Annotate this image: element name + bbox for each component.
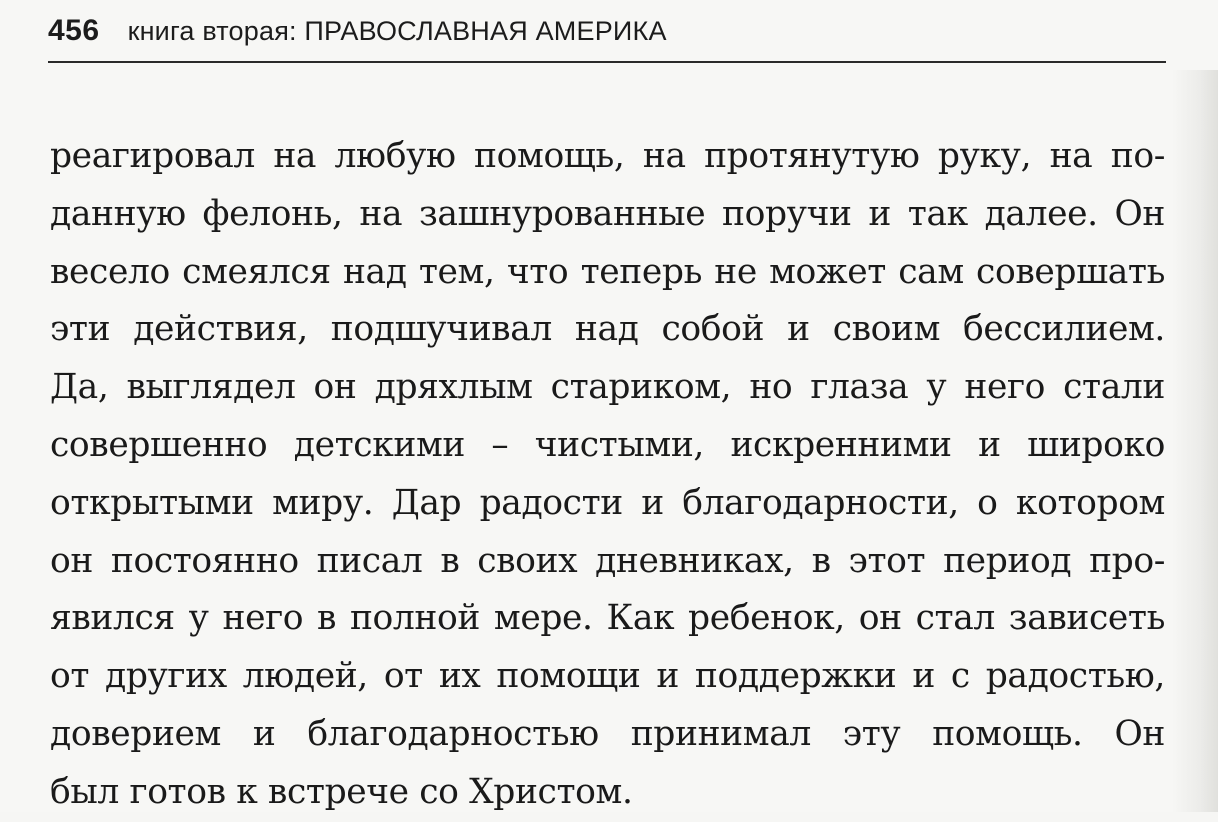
text-line: он постоянно писал в своих дневниках, в этот период про- <box>50 540 1165 581</box>
body-paragraph <box>50 128 1165 822</box>
text-line: был готов к встрече со Христом. <box>50 771 633 812</box>
text-line: реагировал на любую помощь, на протянутую руку, на по- <box>50 136 1165 176</box>
text-line: Да, выглядел он дряхлым стариком, но глаза у него стали <box>50 367 1165 408</box>
text-line: совершенно детскими – чистыми, искренними и широко <box>50 424 1165 465</box>
running-header <box>48 14 1168 60</box>
text-line: явился у него в полной мере. Как ребенок, он стал зависеть <box>50 598 1165 639</box>
header-rule <box>48 61 1166 63</box>
text-line: доверием и благодарностью принимал эту помощь. Он <box>50 713 1165 754</box>
text-line: открытыми миру. Дар радости и благодарности, о котором <box>50 482 1165 523</box>
running-header-title: книга вторая: ПРАВОСЛАВНАЯ АМЕРИКА <box>127 16 667 46</box>
page-edge-shadow <box>1172 70 1218 812</box>
text-line: эти действия, подшучивал над собой и своим бессилием. <box>50 309 1165 350</box>
text-line: данную фелонь, на зашнурованные поручи и так далее. Он <box>50 193 1165 234</box>
page-number: 456 <box>48 14 100 47</box>
text-line: от других людей, от их помощи и поддержки и с радостью, <box>50 656 1165 697</box>
text-line: весело смеялся над тем, что теперь не может сам совершать <box>50 251 1165 292</box>
